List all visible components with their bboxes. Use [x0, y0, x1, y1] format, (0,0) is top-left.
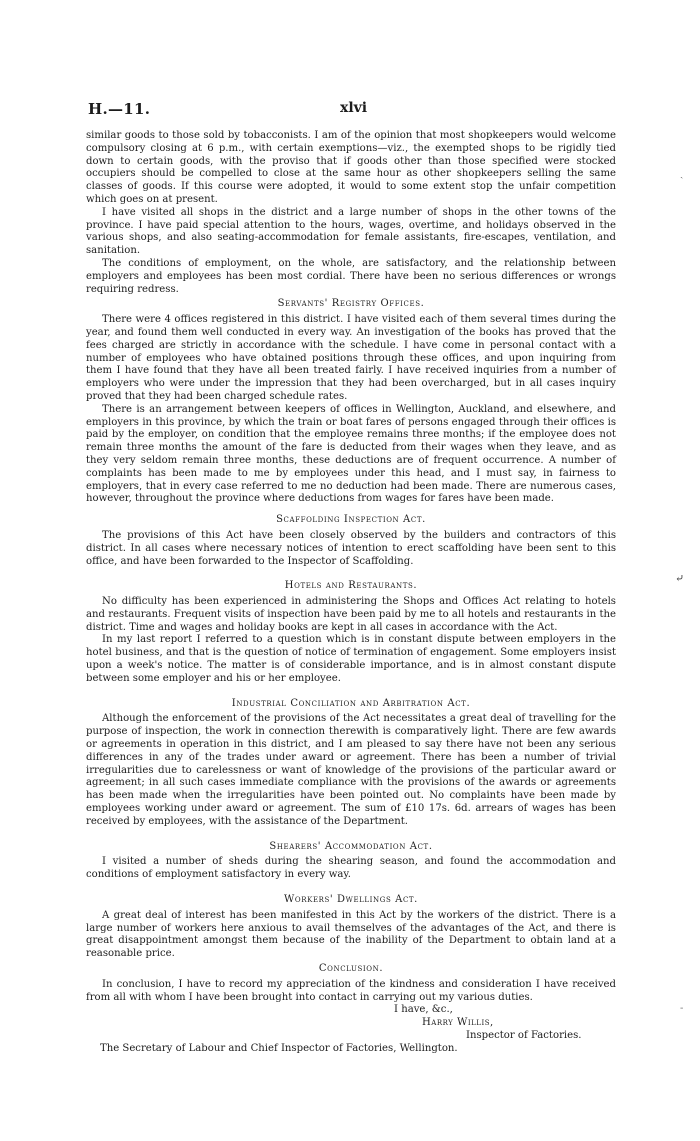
- signatory-title: Inspector of Factories.: [466, 1030, 582, 1041]
- margin-mark: -: [680, 1003, 684, 1014]
- paragraph: I have visited all shops in the district and a large number of shops in the other towns of the province. I have paid special attention to the hours, wages, overtime, and holidays observed in the various shops, and also seating-accommodation for female assistants, fire-escapes, ventilation, and sanitation.: [86, 206, 616, 257]
- report-body: [86, 130, 616, 1056]
- margin-mark: ˎ: [680, 168, 684, 179]
- paragraph: The provisions of this Act have been closely observed by the builders and contractors of this district. In all cases where necessary notices of intention to erect scaffolding have been sent to this office, and have been forwarded to the Inspector of Scaffolding.: [86, 529, 616, 567]
- paragraph: There were 4 offices registered in this district. I have visited each of them several times during the year, and found them well conducted in every way. An investigation of the books has proved that the fees charged are strictly in accordance with the schedule. I have come in personal contact with a number of employees who have obtained positions through these offices, and upon inquiring from them I have found that they have all been treated fairly. I have received inquiries from a number of employers who were under the impression that they had been overcharged, but in all cases inquiry proved that they had been charged schedule rates.: [86, 314, 616, 402]
- section-heading-workers-dwellings: Workers' Dwellings Act.: [284, 894, 418, 906]
- page-number: xlvi: [340, 100, 368, 116]
- margin-arrow-mark: ⤶: [675, 572, 685, 585]
- paragraph: similar goods to those sold by tobacconists. I am of the opinion that most shopkeepers would welcome compulsory closing at 6 p.m., with certain exemptions—viz., the exempted shops to be rigidly tied down to certain goods, with the proviso that if goods other than those specified were stocked occupiers should be compelled to close at the same hour as other shopkeepers selling the same classes of goods. If this course were adopted, it would to some extent stop the unfair competition which goes on at present.: [86, 130, 616, 205]
- running-header: [88, 100, 612, 120]
- section-heading-scaffolding: Scaffolding Inspection Act.: [276, 514, 426, 526]
- paragraph: In my last report I referred to a question which is in constant dispute between employers in the hotel business, and that is the question of notice of termination of engagement. Some employers insist upon a week's notice. The matter is of considerable importance, and is in almost constant dispute between some employer and his or her employee.: [86, 634, 616, 684]
- document-reference: H.—11.: [88, 100, 151, 118]
- signatory-name: Harry Willis,: [422, 1017, 494, 1029]
- section-heading-servants-registry: Servants' Registry Offices.: [277, 298, 425, 310]
- paragraph: No difficulty has been experienced in administering the Shops and Offices Act relating to hotels and restaurants. Frequent visits of inspection have been paid by me to all hotels and restaurants in the district. Time and wages and holiday books are kept in all cases in accordance with the Act.: [86, 596, 616, 633]
- section-heading-conciliation: Industrial Conciliation and Arbitration Act.: [231, 697, 471, 709]
- paragraph: In conclusion, I have to record my appreciation of the kindness and consideration I have received from all with whom I have been brought into contact in carrying out my various duties.: [86, 978, 616, 1003]
- paragraph: There is an arrangement between keepers of offices in Wellington, Auckland, and elsewhere, and employers in this province, by which the train or boat fares of persons engaged through their offices is paid by the employer, on condition that the employee remains three months; if the employee does not remain three months the amount of the fare is deducted from their wages when they leave, and as they very seldom remain three months, these deductions are of frequent occurrence. A number of complaints has been made to me by employees under this head, and I must say, in fairness to employers, that in every case referred to me no deduction had been made. There are numerous cases, however, throughout the province where deductions from wages for fares have been made.: [86, 403, 616, 505]
- addressee-line: The Secretary of Labour and Chief Inspector of Factories, Wellington.: [100, 1042, 458, 1054]
- section-heading-hotels: Hotels and Restaurants.: [284, 580, 418, 592]
- paragraph: A great deal of interest has been manifested in this Act by the workers of the district. There is a large number of workers here anxious to avail themselves of the advantages of the Act, and there is great disappointment amongst them because of the inability of the Department to obtain land at a reasonable price.: [86, 909, 616, 960]
- section-heading-conclusion: Conclusion.: [318, 963, 384, 975]
- section-heading-shearers: Shearers' Accommodation Act.: [269, 840, 433, 852]
- paragraph: I visited a number of sheds during the shearing season, and found the accommodation and conditions of employment satisfactory in every way.: [86, 856, 616, 881]
- paragraph: The conditions of employment, on the whole, are satisfactory, and the relationship between employers and employees has been most cordial. There have been no serious differences or wrongs requiring redress.: [86, 257, 616, 295]
- signature-block: [86, 1004, 616, 1055]
- paragraph: Although the enforcement of the provisions of the Act necessitates a great deal of travelling for the purpose of inspection, the work in connection therewith is comparatively light. There are few awards or agreements in operation in this district, and I am pleased to say there have not been any serious differences in any of the trades under award or agreement. There has been a number of trivial irregularities due to carelessness or want of knowledge of the provisions of the particular award or agreement; in all such cases immediate compliance with the provisions of the awards or agreements has been made when the irregularities have been pointed out. No complaints have been made by employees working under award or agreement. The sum of £10 17s. 6d. arrears of wages has been received by employees, with the assistance of the Department.: [86, 713, 616, 827]
- closing-line: I have, &c.,: [394, 1004, 453, 1016]
